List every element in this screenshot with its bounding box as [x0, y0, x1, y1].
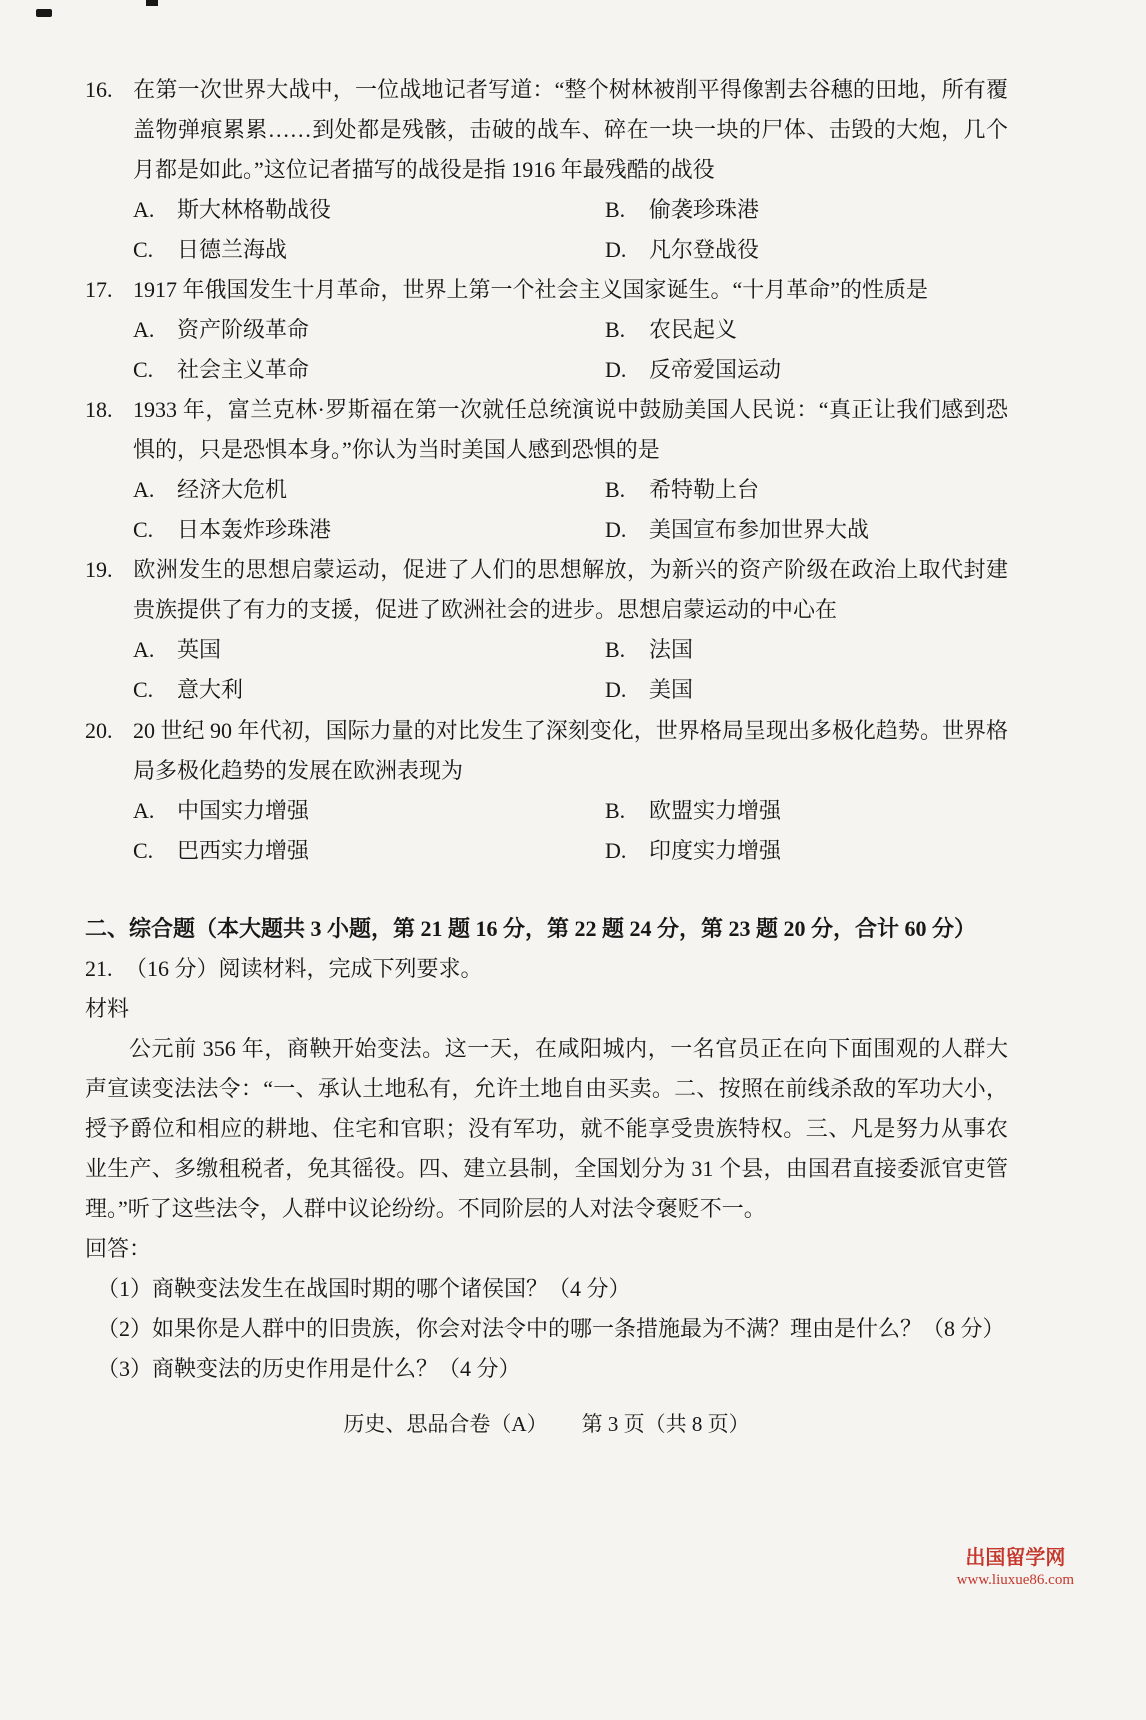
question-stem-text: 在第一次世界大战中，一位战地记者写道：“整个树林被削平得像割去谷穗的田地，所有覆盖物弹痕累累……到处都是残骸，击破的战车、碎在一块一块的尸体、击毁的大炮，几个月都是如此。”这位记者描写的战役是指 1916 年最残酷的战役	[133, 77, 1008, 183]
footer-exam-title: 历史、思品合卷（A）	[343, 1412, 548, 1436]
watermark	[957, 1545, 1074, 1591]
question-21-intro	[85, 949, 1008, 989]
option-a	[133, 630, 605, 670]
option-label: A.	[133, 637, 155, 663]
option-text: 偷袭珍珠港	[649, 197, 760, 223]
option-label: A.	[133, 317, 155, 343]
option-text: 反帝爱国运动	[649, 357, 782, 383]
options-grid	[133, 310, 1008, 390]
scan-artifact	[146, 0, 158, 6]
footer-page-info: 第 3 页（共 8 页）	[581, 1412, 750, 1436]
option-c	[133, 350, 605, 390]
option-label: B.	[605, 797, 626, 823]
option-text: 日本轰炸珍珠港	[177, 517, 332, 543]
question-stem	[85, 270, 1008, 310]
option-label: D.	[605, 237, 627, 263]
option-text: 中国实力增强	[177, 797, 310, 823]
option-text: 印度实力增强	[649, 837, 782, 863]
option-c	[133, 670, 605, 710]
question-stem	[85, 550, 1008, 630]
option-text: 斯大林格勒战役	[177, 197, 332, 223]
option-label: C.	[133, 517, 154, 543]
option-text: 凡尔登战役	[649, 237, 760, 263]
option-text: 欧盟实力增强	[649, 797, 782, 823]
option-label: C.	[133, 677, 154, 703]
watermark-site-name: 出国留学网	[965, 1547, 1066, 1569]
option-label: B.	[605, 477, 626, 503]
scan-artifact	[36, 9, 52, 17]
option-label: C.	[133, 237, 154, 263]
option-text: 美国	[649, 677, 694, 703]
option-label: D.	[605, 517, 627, 543]
option-d	[605, 670, 1008, 710]
question-stem	[85, 711, 1008, 791]
option-text: 日德兰海战	[177, 237, 288, 263]
option-label: B.	[605, 637, 626, 663]
question-stem-text: 20 世纪 90 年代初，国际力量的对比发生了深刻变化，世界格局呈现出多极化趋势。世界格局多极化趋势的发展在欧洲表现为	[133, 717, 1008, 783]
option-text: 希特勒上台	[649, 477, 760, 503]
option-label: C.	[133, 837, 154, 863]
option-label: B.	[605, 197, 626, 223]
question-stem	[85, 70, 1008, 190]
options-grid	[133, 470, 1008, 550]
page-footer	[85, 1405, 1008, 1443]
option-a	[133, 470, 605, 510]
option-text: 农民起义	[649, 317, 738, 343]
question-19	[85, 550, 1008, 710]
question-number: 20.	[85, 717, 113, 743]
option-a	[133, 310, 605, 350]
option-d	[605, 831, 1008, 871]
option-label: D.	[605, 357, 627, 383]
option-d	[605, 230, 1008, 270]
option-a	[133, 791, 605, 831]
question-number: 16.	[85, 77, 113, 102]
options-grid	[133, 190, 1008, 270]
option-label: A.	[133, 797, 155, 823]
answer-prompt: 回答：	[85, 1235, 152, 1261]
question-intro-text: （16 分）阅读材料，完成下列要求。	[125, 955, 483, 981]
question-number: 17.	[85, 277, 113, 303]
sub-question-1: （1）商鞅变法发生在战国时期的哪个诸侯国？（4 分）	[97, 1275, 631, 1301]
section-two-heading: 二、综合题（本大题共 3 小题，第 21 题 16 分，第 22 题 24 分，第 23 题 20 分，合计 60 分）	[85, 915, 977, 941]
question-stem	[85, 390, 1008, 470]
option-a	[133, 190, 605, 230]
option-c	[133, 510, 605, 550]
option-b	[605, 190, 1008, 230]
option-b	[605, 470, 1008, 510]
material-label: 材料	[85, 995, 130, 1021]
sub-question-3: （3）商鞅变法的历史作用是什么？（4 分）	[97, 1355, 521, 1381]
option-label: D.	[605, 837, 627, 863]
option-label: A.	[133, 197, 155, 223]
option-text: 英国	[177, 637, 222, 663]
option-text: 法国	[649, 637, 694, 663]
watermark-site-url: www.liuxue86.com	[956, 1572, 1074, 1588]
option-text: 美国宣布参加世界大战	[649, 517, 870, 543]
option-label: C.	[133, 357, 154, 383]
question-17	[85, 270, 1008, 390]
option-label: D.	[605, 677, 627, 703]
question-20	[85, 711, 1008, 871]
question-stem-text: 1917 年俄国发生十月革命，世界上第一个社会主义国家诞生。“十月革命”的性质是	[133, 277, 929, 303]
question-number: 19.	[85, 557, 113, 583]
option-text: 经济大危机	[177, 477, 288, 503]
options-grid	[133, 630, 1008, 710]
question-16	[85, 70, 1008, 270]
question-number: 18.	[85, 397, 113, 423]
question-stem-text: 欧洲发生的思想启蒙运动，促进了人们的思想解放，为新兴的资产阶级在政治上取代封建贵族提供了有力的支援，促进了欧洲社会的进步。思想启蒙运动的中心在	[133, 557, 1008, 623]
option-text: 资产阶级革命	[177, 317, 310, 343]
options-grid	[133, 791, 1008, 871]
sub-question-2: （2）如果你是人群中的旧贵族，你会对法令中的哪一条措施最为不满？理由是什么？（8 分）	[97, 1315, 1005, 1341]
material-paragraph: 公元前 356 年，商鞅开始变法。这一天，在咸阳城内，一名官员正在向下面围观的人群大声宣读变法法令：“一、承认土地私有，允许土地自由买卖。二、按照在前线杀敌的军功大小，授予爵位和相应的耕地、住宅和官职；没有军功，就不能享受贵族特权。三、凡是努力从事农业生产、多缴租税者，免其徭役。四、建立县制，全国划分为 31 个县，由国君直接委派官吏管理。”听了这些法令，人群中议论纷纷。不同阶层的人对法令褒贬不一。	[85, 1035, 1008, 1221]
option-b	[605, 310, 1008, 350]
option-text: 巴西实力增强	[177, 837, 310, 863]
option-d	[605, 510, 1008, 550]
option-c	[133, 831, 605, 871]
option-label: B.	[605, 317, 626, 343]
option-text: 意大利	[177, 677, 244, 703]
question-stem-text: 1933 年，富兰克林·罗斯福在第一次就任总统演说中鼓励美国人民说：“真正让我们感到恐惧的，只是恐惧本身。”你认为当时美国人感到恐惧的是	[133, 397, 1008, 463]
question-number: 21.	[85, 955, 113, 981]
question-21	[85, 949, 1008, 1389]
option-b	[605, 791, 1008, 831]
option-c	[133, 230, 605, 270]
option-text: 社会主义革命	[177, 357, 310, 383]
option-b	[605, 630, 1008, 670]
question-18	[85, 390, 1008, 550]
option-d	[605, 350, 1008, 390]
option-label: A.	[133, 477, 155, 503]
